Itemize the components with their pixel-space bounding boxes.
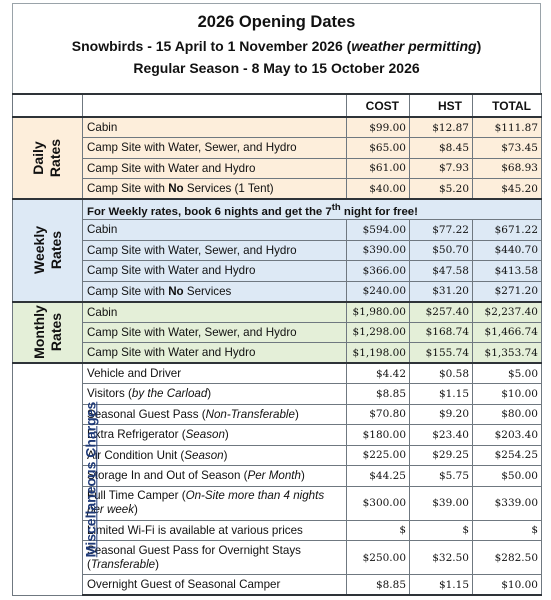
row-name [83,281,347,302]
weekly-note-text: For Weekly rates, book 6 nights and get the 7 [87,205,332,218]
total-cell: $50.00 [473,466,542,487]
weekly-note [83,199,542,220]
weekly-label-line1: Weekly [30,226,47,275]
row-name-italic: Per Month [247,469,301,483]
cost-cell: $594.00 [347,220,410,241]
hst-cell: $168.74 [410,322,473,343]
col-cost: COST [347,94,410,117]
table-row [13,302,542,323]
cost-cell: $99.00 [347,117,410,138]
table-row [13,138,542,159]
total-cell: $271.20 [473,281,542,302]
row-name [83,445,347,466]
hst-cell: $29.25 [410,445,473,466]
cost-cell: $65.00 [347,138,410,159]
cost-cell: $40.00 [347,179,410,200]
row-name-suffix: ) [294,407,299,421]
total-cell: $1,353.74 [473,343,542,364]
total-cell: $5.00 [473,363,542,384]
hst-cell: $8.45 [410,138,473,159]
hst-cell: $257.40 [410,302,473,323]
row-name [83,466,347,487]
total-cell: $440.70 [473,240,542,261]
total-cell: $671.22 [473,220,542,241]
hst-cell: $5.20 [410,179,473,200]
cost-cell: $70.80 [347,404,410,425]
row-name: Camp Site with Water, Sewer, and Hydro [83,240,347,261]
weekly-label-line2: Rates [47,231,64,270]
row-name-text: Camp Site with [87,284,169,298]
table-row [13,261,542,282]
cost-cell: $44.25 [347,466,410,487]
hst-cell: $0.58 [410,363,473,384]
hst-cell: $31.20 [410,281,473,302]
row-name-suffix: Services (1 Tent) [183,182,274,195]
cost-cell: $4.42 [347,363,410,384]
row-name-text: Full Time Camper ( [87,489,186,502]
hst-cell: $ [410,520,473,541]
row-name-bold: No [168,182,184,195]
row-name-suffix: ) [223,448,228,462]
header [12,3,541,93]
weekly-note-row [13,199,542,220]
row-name-italic: On-Site more than 4 nights per week [87,489,325,516]
row-name-italic: Transferable [90,557,156,571]
monthly-label-line2: Rates [47,313,64,352]
weekly-section-label [13,199,83,302]
row-name-suffix: ) [207,387,212,401]
col-total: TOTAL [473,94,542,117]
hst-cell: $39.00 [410,486,473,520]
hst-cell: $12.87 [410,117,473,138]
row-name [83,404,347,425]
hst-cell: $1.15 [410,384,473,405]
daily-label [30,139,64,177]
row-name-text: Seasonal Guest Pass ( [87,407,206,421]
cost-cell: $366.00 [347,261,410,282]
row-name [83,425,347,446]
cost-cell: $390.00 [347,240,410,261]
row-name-bold: No [168,284,184,298]
cost-cell: $300.00 [347,486,410,520]
table-row [13,179,542,200]
rates-table [12,93,542,596]
row-name-text: Visitors ( [87,387,132,401]
snowbirds-line [13,38,540,54]
total-cell: $339.00 [473,486,542,520]
row-name: Cabin [83,220,347,241]
misc-section-label [13,363,99,595]
cost-cell: $61.00 [347,158,410,179]
row-name-text: Air Condition Unit ( [87,448,185,462]
misc-label: Miscellaneous Charges [82,401,99,558]
snowbirds-italic: weather permitting [351,38,477,54]
row-name [83,179,347,200]
cost-cell: $8.85 [347,384,410,405]
row-name: Camp Site with Water and Hydro [83,261,347,282]
table-row [13,220,542,241]
row-name [83,541,347,575]
weekly-note-sup: th [331,201,341,213]
total-cell: $45.20 [473,179,542,200]
row-name-italic: Season [184,448,224,462]
row-name-italic: by the Carload [131,387,208,401]
total-cell: $203.40 [473,425,542,446]
row-name-text: Seasonal Guest Pass for Overnight Stays ( [87,543,301,571]
hst-cell: $155.74 [410,343,473,364]
table-row [13,281,542,302]
weekly-note-suffix: night for free! [340,205,418,218]
row-name: Camp Site with Water, Sewer, and Hydro [83,322,347,343]
column-header-row [13,94,542,117]
monthly-label [31,305,65,359]
hst-cell: $9.20 [410,404,473,425]
hst-cell: $1.15 [410,575,473,596]
cost-cell: $1,980.00 [347,302,410,323]
row-name: Limited Wi-Fi is available at various prices [83,520,347,541]
row-name: Camp Site with Water and Hydro [83,158,347,179]
hst-cell: $50.70 [410,240,473,261]
cost-cell: $240.00 [347,281,410,302]
cost-cell: $ [347,520,410,541]
header-blank-name [83,94,347,117]
total-cell: $1,466.74 [473,322,542,343]
total-cell: $2,237.40 [473,302,542,323]
row-name-text: Camp Site with [87,182,169,195]
row-name-text: Extra Refrigerator ( [87,428,186,442]
monthly-section-label [13,302,83,364]
row-name: Overnight Guest of Seasonal Camper [83,575,347,596]
table-row [13,158,542,179]
daily-label-line1: Daily [30,141,47,175]
total-cell: $111.87 [473,117,542,138]
total-cell: $413.58 [473,261,542,282]
daily-section-label [13,117,83,199]
snowbirds-suffix: ) [476,38,482,54]
weekly-label [31,226,65,274]
cost-cell: $1,298.00 [347,322,410,343]
total-cell: $ [473,520,542,541]
hst-cell: $77.22 [410,220,473,241]
hst-cell: $32.50 [410,541,473,575]
row-name-suffix: Services [183,284,232,298]
snowbirds-text: Snowbirds - 15 April to 1 November 2026 ( [71,38,352,54]
total-cell: $10.00 [473,575,542,596]
row-name [83,384,347,405]
row-name-suffix: ) [300,469,305,483]
header-blank [13,94,83,117]
cost-cell: $225.00 [347,445,410,466]
daily-label-line2: Rates [47,138,64,178]
hst-cell: $5.75 [410,466,473,487]
table-row [13,117,542,138]
hst-cell: $47.58 [410,261,473,282]
row-name: Camp Site with Water and Hydro [83,343,347,364]
col-hst: HST [410,94,473,117]
row-name-italic: Season [185,428,225,442]
total-cell: $80.00 [473,404,542,425]
total-cell: $10.00 [473,384,542,405]
row-name: Vehicle and Driver [83,363,347,384]
total-cell: $68.93 [473,158,542,179]
table-row [13,240,542,261]
monthly-label-line1: Monthly [30,305,47,360]
table-row [13,575,542,596]
hst-cell: $23.40 [410,425,473,446]
regular-season-line: Regular Season - 8 May to 15 October 2026 [133,60,420,76]
cost-cell: $250.00 [347,541,410,575]
table-row [13,343,542,364]
row-name-suffix: ) [134,503,138,516]
row-name-text: Storage In and Out of Season ( [87,469,248,483]
row-name [83,486,347,520]
row-name: Cabin [83,117,347,138]
cost-cell: $1,198.00 [347,343,410,364]
hst-cell: $7.93 [410,158,473,179]
table-row [13,322,542,343]
row-name: Cabin [83,302,347,323]
table-row [13,363,542,384]
total-cell: $254.25 [473,445,542,466]
cost-cell: $8.85 [347,575,410,596]
cost-cell: $180.00 [347,425,410,446]
total-cell: $73.45 [473,138,542,159]
row-name: Camp Site with Water, Sewer, and Hydro [83,138,347,159]
page-title: 2026 Opening Dates [197,13,356,31]
total-cell: $282.50 [473,541,542,575]
row-name-italic: Non-Transferable [205,407,295,421]
row-name-suffix: ) [224,428,229,442]
row-name-suffix: ) [155,557,159,571]
